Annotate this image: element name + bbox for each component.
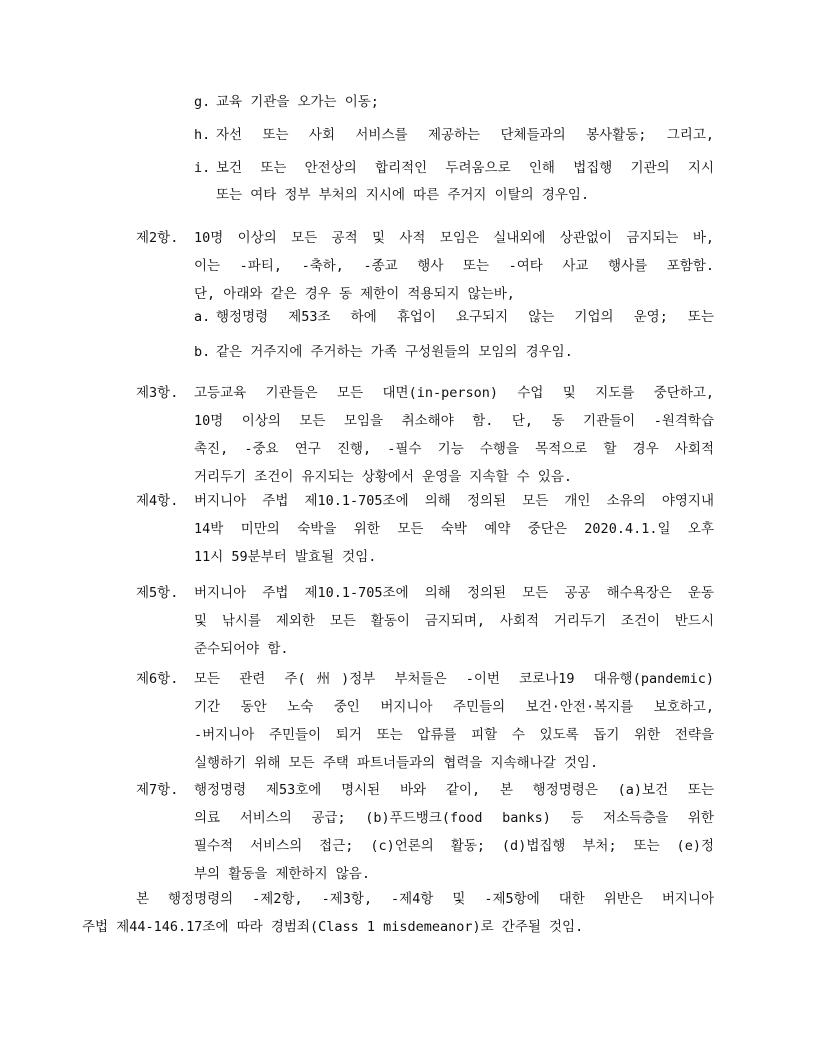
article-line: 기간 동안 노숙 중인 버지니아 주민들의 보건·안전·복지를 보호하고, bbox=[194, 699, 714, 715]
item-marker: b. bbox=[194, 344, 211, 360]
article-line: 11시 59분부터 발효될 것임. bbox=[194, 549, 377, 565]
list-item-a bbox=[194, 303, 714, 331]
article-line: 부의 활동을 제한하지 않음. bbox=[194, 866, 370, 882]
article-line: 10명 이상의 모든 공적 및 사적 모임은 실내외에 상관없이 금지되는 바, bbox=[194, 230, 714, 246]
list-item-i bbox=[194, 154, 714, 182]
article-label: 제6항. bbox=[136, 671, 179, 687]
article-line: 고등교육 기관들은 모든 대면(in-person) 수업 및 지도를 중단하고, bbox=[194, 385, 714, 401]
list-item-h bbox=[194, 121, 714, 149]
closing-line: 주법 제44-146.17조에 따라 경범죄(Class 1 misdemeanor)로 간주될 것임. bbox=[82, 919, 584, 935]
article-line: 행정명령 제53호에 명시된 바와 같이, 본 행정명령은 (a)보건 또는 bbox=[194, 782, 714, 798]
article-line: 이는 ‐파티, ‐축하, ‐종교 행사 또는 ‐여타 사교 행사를 포함함. bbox=[194, 258, 714, 274]
list-item-i-continuation: 또는 여타 정부 부처의 지시에 따른 주거지 이탈의 경우임. bbox=[216, 187, 590, 203]
article-5 bbox=[136, 579, 714, 663]
article-line: 준수되어야 함. bbox=[194, 641, 289, 657]
article-label: 제4항. bbox=[136, 493, 179, 509]
article-line: 버지니아 주법 제10.1-705조에 의해 정의된 모든 공공 해수욕장은 운동 bbox=[194, 585, 714, 601]
article-line: 10명 이상의 모든 모임을 취소해야 함. 단, 동 기관들이 ‐원격학습 bbox=[194, 413, 714, 429]
article-label: 제3항. bbox=[136, 385, 179, 401]
item-marker: a. bbox=[194, 309, 211, 325]
article-line: 단, 아래와 같은 경우 동 제한이 적용되지 않는바, bbox=[194, 286, 515, 302]
article-label: 제7항. bbox=[136, 782, 179, 798]
article-line: 거리두기 조건이 유지되는 상황에서 운영을 지속할 수 있음. bbox=[194, 469, 573, 485]
article-line: 필수적 서비스의 접근; (c)언론의 활동; (d)법집행 부처; 또는 (e)정 bbox=[194, 838, 714, 854]
article-line: 버지니아 주법 제10.1-705조에 의해 정의된 모든 개인 소유의 야영지내 bbox=[194, 493, 714, 509]
list-item-g bbox=[194, 88, 714, 116]
article-line: 모든 관련 주(州)정부 부처들은 ‐이번 코로나19 대유행(pandemic) bbox=[194, 671, 714, 687]
article-line: 의료 서비스의 공급; (b)푸드뱅크(food banks) 등 저소득층을 위한 bbox=[194, 810, 714, 826]
item-marker: g. bbox=[194, 94, 211, 110]
article-line: 14박 미만의 숙박을 위한 모든 숙박 예약 중단은 2020.4.1.일 오후 bbox=[194, 521, 714, 537]
article-7 bbox=[136, 776, 714, 888]
article-6 bbox=[136, 665, 714, 777]
article-label: 제5항. bbox=[136, 585, 179, 601]
article-line: ‐버지니아 주민들이 퇴거 또는 압류를 피할 수 있도록 돕기 위한 전략을 bbox=[194, 727, 714, 743]
item-marker: i. bbox=[194, 160, 211, 176]
article-4 bbox=[136, 487, 714, 571]
list-item-b bbox=[194, 338, 714, 366]
article-line: 실행하기 위해 모든 주택 파트너들과의 협력을 지속해나갈 것임. bbox=[194, 755, 599, 771]
article-label: 제2항. bbox=[136, 230, 179, 246]
item-text: 보건 또는 안전상의 합리적인 두려움으로 인해 법집행 기관의 지시 bbox=[216, 160, 714, 176]
item-text: 자선 또는 사회 서비스를 제공하는 단체들과의 봉사활동; 그리고, bbox=[216, 127, 714, 143]
item-text: 교육 기관을 오가는 이동; bbox=[216, 94, 379, 110]
closing-paragraph bbox=[82, 885, 714, 941]
article-3 bbox=[136, 379, 714, 491]
article-line: 및 낚시를 제외한 모든 활동이 금지되며, 사회적 거리두기 조건이 반드시 bbox=[194, 613, 714, 629]
item-text: 행정명령 제53조 하에 휴업이 요구되지 않는 기업의 운영; 또는 bbox=[216, 309, 714, 325]
article-line: 촉진, ‐중요 연구 진행, ‐필수 기능 수행을 목적으로 할 경우 사회적 bbox=[194, 441, 714, 457]
article-2 bbox=[136, 224, 714, 308]
item-text: 같은 거주지에 주거하는 가족 구성원들의 모임의 경우임. bbox=[216, 344, 573, 360]
item-marker: h. bbox=[194, 127, 211, 143]
closing-line: 본 행정명령의 ‐제2항, ‐제3항, ‐제4항 및 ‐제5항에 대한 위반은 버지니아 bbox=[136, 891, 714, 907]
